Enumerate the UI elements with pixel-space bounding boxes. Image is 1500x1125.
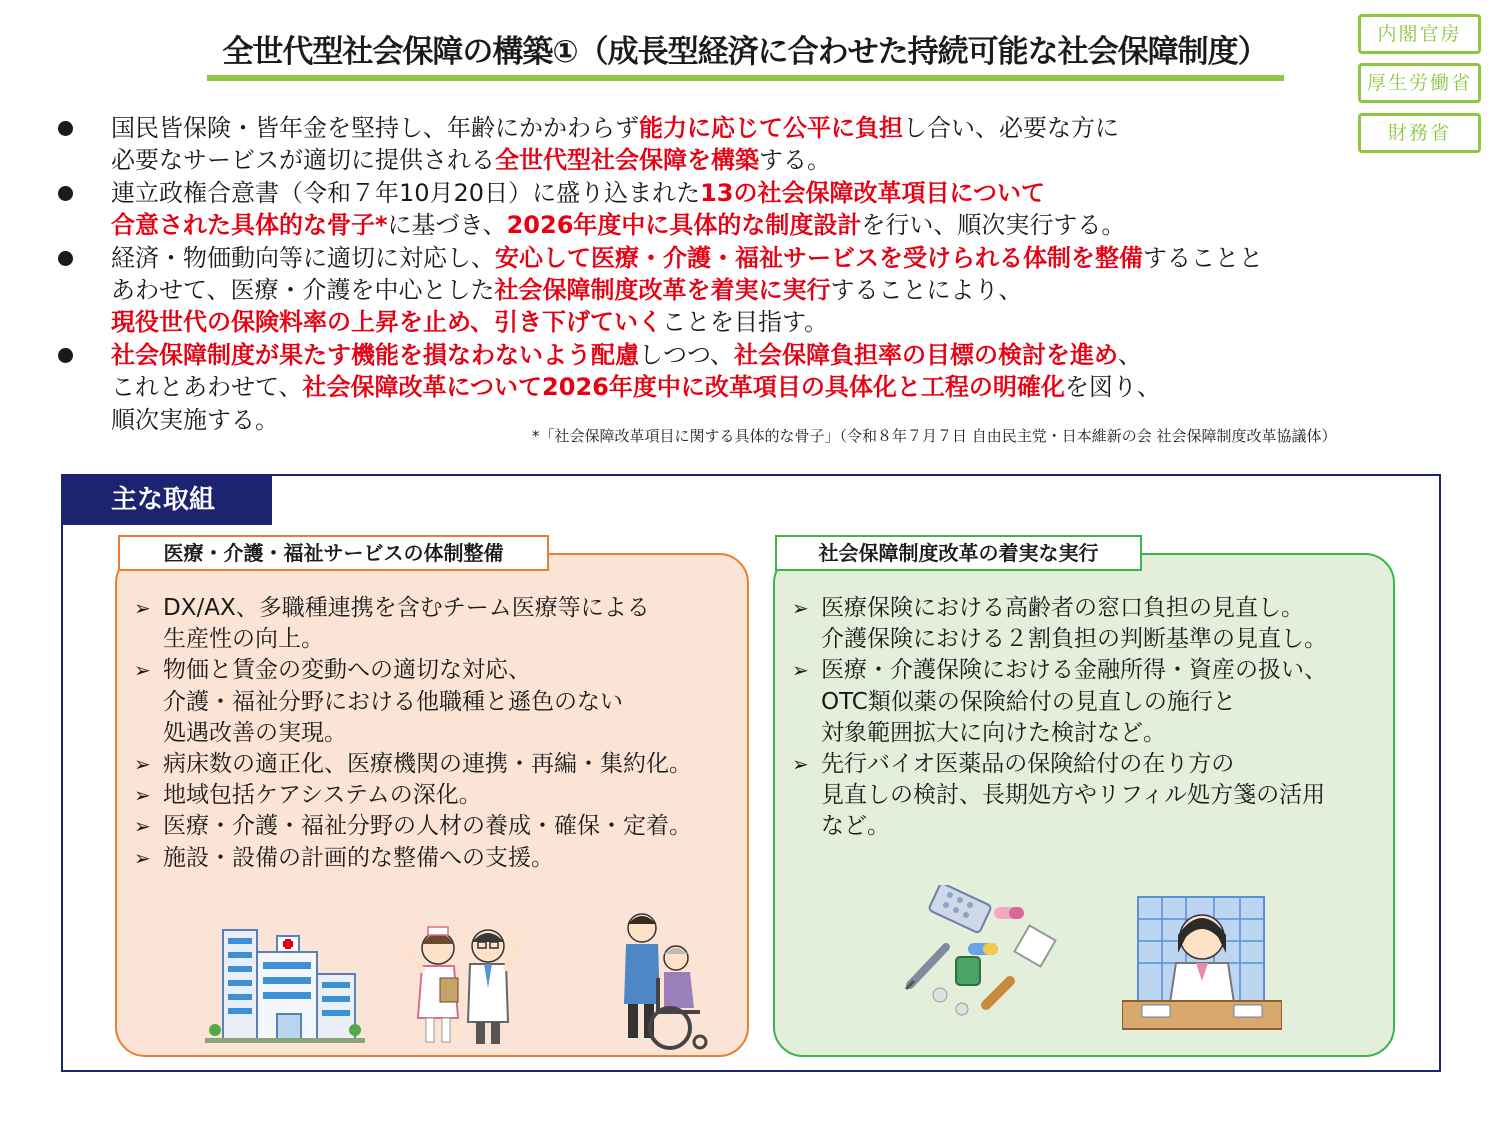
list-item [134, 811, 692, 842]
list-item-line: 地域包括ケアシステムの深化。 [163, 782, 482, 809]
list-item [134, 749, 692, 780]
body-text: し合い、必要な方に [903, 114, 1119, 142]
summary-bullet [58, 242, 1398, 339]
arrow-bullet-icon: ➢ [792, 596, 809, 620]
summary-bullet [58, 112, 1398, 177]
body-text: を行い、順次実行する。 [861, 211, 1126, 240]
list-item [792, 593, 1327, 655]
body-text: ことを目指す。 [662, 308, 829, 337]
system-reform-heading: 社会保障制度改革の着実な実行 [775, 535, 1142, 571]
emphasis-text: * [375, 211, 388, 240]
list-item [134, 655, 692, 749]
list-item-line: など。 [821, 813, 890, 840]
nurse-and-doctor-illustration [400, 918, 530, 1048]
arrow-bullet-icon: ➢ [792, 658, 809, 683]
summary-bullet [58, 339, 1398, 436]
arrow-bullet-icon: ➢ [134, 814, 151, 839]
agency-badge-mhlw: 厚生労働省 [1358, 63, 1481, 103]
body-text: に基づき、 [387, 211, 507, 240]
summary-bullets [58, 112, 1398, 436]
pharmacist-illustration [1122, 893, 1282, 1033]
hospital-illustration [205, 922, 365, 1047]
bullet-line [111, 306, 1398, 338]
care-services-heading: 医療・介護・福祉サービスの体制整備 [118, 535, 549, 571]
bullet-dot-icon [58, 348, 73, 363]
list-item-line: 施設・設備の計画的な整備への支援。 [163, 844, 554, 871]
arrow-bullet-icon: ➢ [792, 752, 809, 777]
arrow-bullet-icon: ➢ [134, 845, 151, 870]
bullet-dot-icon [58, 251, 73, 266]
list-item-line: 処遇改善の実現。 [163, 719, 347, 746]
emphasis-text: 社会保障制度改革を着実に実行 [494, 276, 831, 305]
footnote: *「社会保障改革項目に関する具体的な骨子」（令和８年７月７日 自由民主党・日本維新の会 社会保障制度改革協議体） [532, 427, 1337, 445]
list-item [134, 593, 692, 655]
list-item [134, 780, 692, 811]
bullet-line [111, 242, 1398, 274]
agency-badge-cabinet-secretariat: 内閣官房 [1358, 14, 1481, 54]
emphasis-text: 合意された具体的な骨子 [111, 211, 375, 240]
list-item-line: 医療・介護保険における金融所得・資産の扱い、 [821, 657, 1327, 684]
emphasis-text: 2026年度中に具体的な制度設計 [506, 211, 862, 240]
medicines-illustration [900, 885, 1060, 1020]
body-text: 経済・物価動向等に適切に対応し、 [111, 243, 495, 272]
main-initiatives-label: 主な取組 [63, 476, 272, 525]
emphasis-text: 社会保障改革について2026年度中に改革項目の具体化と工程の明確化 [302, 373, 1065, 402]
body-text: することにより、 [830, 276, 1023, 305]
body-text: あわせて、医療・介護を中心とした [111, 276, 495, 305]
bullet-line [111, 144, 1398, 176]
list-item [134, 843, 692, 874]
bullet-line [111, 177, 1398, 209]
list-item-line: 介護保険における２割負担の判断基準の見直し。 [821, 626, 1327, 653]
caregiver-wheelchair-illustration [608, 908, 708, 1053]
care-services-list [134, 593, 692, 874]
list-item-line: 先行バイオ医薬品の保険給付の在り方の [821, 751, 1235, 778]
arrow-bullet-icon: ➢ [134, 596, 151, 620]
body-text: することと [1143, 243, 1263, 272]
body-text: これとあわせて、 [111, 373, 303, 402]
list-item [792, 655, 1327, 749]
list-item-line: 物価と賃金の変動への適切な対応、 [163, 657, 531, 684]
emphasis-text: 社会保障制度が果たす機能を損なわないよう配慮 [111, 340, 639, 369]
body-text: する。 [759, 146, 831, 175]
list-item-line: 医療保険における高齢者の窓口負担の見直し。 [821, 595, 1304, 621]
list-item-line: 病床数の適正化、医療機関の連携・再編・集約化。 [163, 751, 692, 778]
body-text: しつつ、 [639, 340, 735, 369]
title-underline [207, 75, 1284, 81]
system-reform-list [792, 593, 1327, 843]
emphasis-text: 現役世代の保険料率の上昇を止め、引き下げていく [111, 308, 663, 337]
page-title: 全世代型社会保障の構築①（成長型経済に合わせた持続可能な社会保障制度） [222, 34, 1268, 70]
body-text: 国民皆保険・皆年金を堅持し、年齢にかかわらず [111, 114, 639, 142]
body-text: 、 [1118, 340, 1143, 369]
body-text: 必要なサービスが適切に提供される [111, 146, 495, 175]
bullet-dot-icon [58, 121, 73, 136]
bullet-line [111, 339, 1398, 371]
emphasis-text: 全世代型社会保障を構築 [495, 146, 759, 175]
summary-bullet [58, 177, 1398, 242]
body-text: を図り、 [1064, 373, 1161, 402]
bullet-line [111, 371, 1398, 403]
list-item-line: DX/AX、多職種連携を含むチーム医療等による [163, 595, 650, 621]
arrow-bullet-icon: ➢ [134, 783, 151, 808]
bullet-dot-icon [58, 186, 73, 201]
bullet-line [111, 209, 1398, 241]
arrow-bullet-icon: ➢ [134, 658, 151, 683]
bullet-line [111, 274, 1398, 306]
list-item [792, 749, 1327, 843]
emphasis-text: 安心して医療・介護・福祉サービスを受けられる体制を整備 [495, 243, 1143, 272]
emphasis-text: 13の社会保障改革項目について [700, 178, 1045, 207]
list-item-line: 生産性の向上。 [163, 626, 324, 653]
list-item-line: 対象範囲拡大に向けた検討など。 [821, 719, 1166, 746]
emphasis-text: 社会保障負担率の目標の検討を進め [734, 340, 1119, 369]
list-item-line: OTC類似薬の保険給付の見直しの施行と [821, 688, 1236, 715]
body-text: 順次実施する。 [111, 405, 279, 434]
arrow-bullet-icon: ➢ [134, 752, 151, 777]
list-item-line: 見直しの検討、長期処方やリフィル処方箋の活用 [821, 782, 1326, 809]
agency-badge-mof: 財務省 [1358, 113, 1481, 153]
bullet-line [111, 112, 1398, 144]
emphasis-text: 能力に応じて公平に負担 [639, 114, 903, 142]
list-item-line: 医療・介護・福祉分野の人材の養成・確保・定着。 [163, 813, 692, 840]
list-item-line: 介護・福祉分野における他職種と遜色のない [163, 688, 623, 715]
body-text: 連立政権合意書（令和７年10月20日）に盛り込まれた [111, 178, 701, 207]
